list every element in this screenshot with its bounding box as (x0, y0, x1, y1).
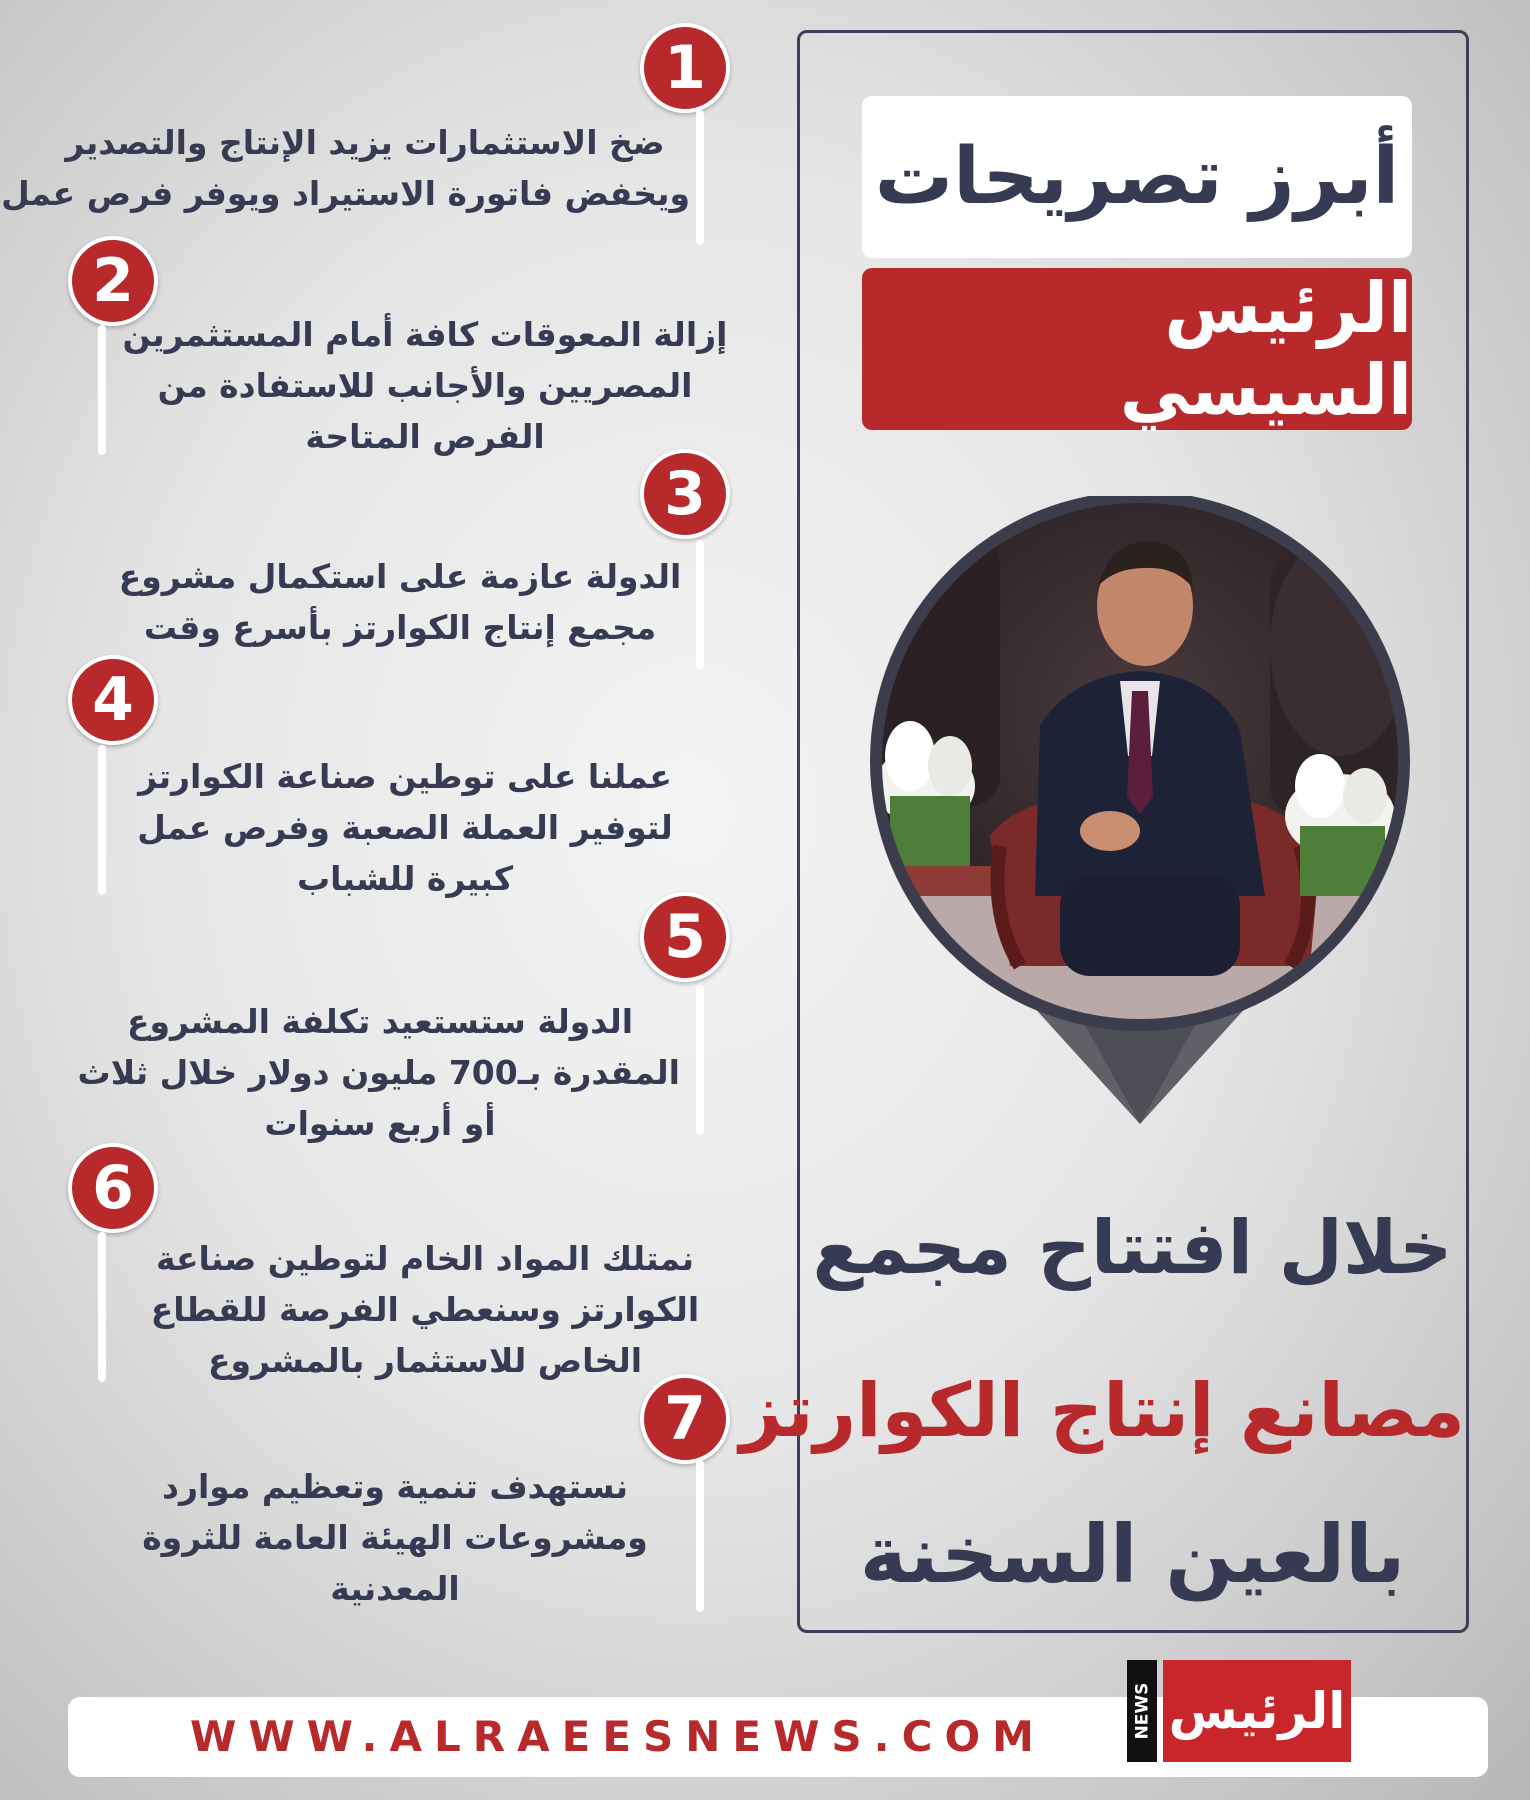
website-url-link[interactable]: WWW.ALRAEESNEWS.COM (190, 1712, 1046, 1761)
timeline-line (696, 985, 704, 1135)
headline-name-badge: الرئيس السيسي (862, 268, 1412, 430)
timeline-line (98, 745, 106, 895)
statement-text: نمتلك المواد الخام لتوطين صناعة الكوارتز وسنعطي الفرصة للقطاع الخاص للاستثمار بالمشروع (150, 1239, 700, 1380)
timeline-line (98, 1232, 106, 1382)
timeline-line (696, 110, 704, 245)
portrait-photo (870, 496, 1410, 1136)
statement-number-badge: 3 (640, 449, 730, 539)
statement-number-badge: 2 (68, 236, 158, 326)
statement-number-badge: 6 (68, 1143, 158, 1233)
statement-text: الدولة ستستعيد تكلفة المشروع المقدرة بـ700 مليون دولار خلال ثلاث أو أربع سنوات (77, 1002, 680, 1143)
statement-number-badge: 1 (640, 23, 730, 113)
occasion-line-1: خلال افتتاح مجمع (812, 1205, 1453, 1291)
occasion-line-3: بالعين السخنة (859, 1508, 1406, 1601)
statement-text: نستهدف تنمية وتعظيم موارد ومشروعات الهيئة العامة للثروة المعدنية (142, 1467, 648, 1608)
headline-title: أبرز تصريحات (862, 96, 1412, 258)
timeline-line (696, 540, 704, 670)
timeline-line (696, 1460, 704, 1612)
statement-number-badge: 7 (640, 1374, 730, 1464)
timeline-line (98, 325, 106, 455)
statement-number-badge: 5 (640, 892, 730, 982)
occasion-line-2: مصانع إنتاج الكوارتز (739, 1368, 1465, 1454)
brand-logo: الرئيس (1163, 1660, 1351, 1762)
statement-text: الدولة عازمة على استكمال مشروع مجمع إنتاج الكوارتز بأسرع وقت (118, 557, 682, 647)
statement-number-badge: 4 (68, 655, 158, 745)
statement-text: ضخ الاستثمارات يزيد الإنتاج والتصدير ويخفض فاتورة الاستيراد ويوفر فرص عمل (1, 123, 690, 213)
statement-text: إزالة المعوقات كافة أمام المستثمرين المصريين والأجانب للاستفادة من الفرص المتاحة (122, 315, 728, 456)
statement-text: عملنا على توطين صناعة الكوارتز لتوفير العملة الصعبة وفرص عمل كبيرة للشباب (137, 757, 673, 898)
brand-logo-news-strip: NEWS (1127, 1660, 1157, 1762)
